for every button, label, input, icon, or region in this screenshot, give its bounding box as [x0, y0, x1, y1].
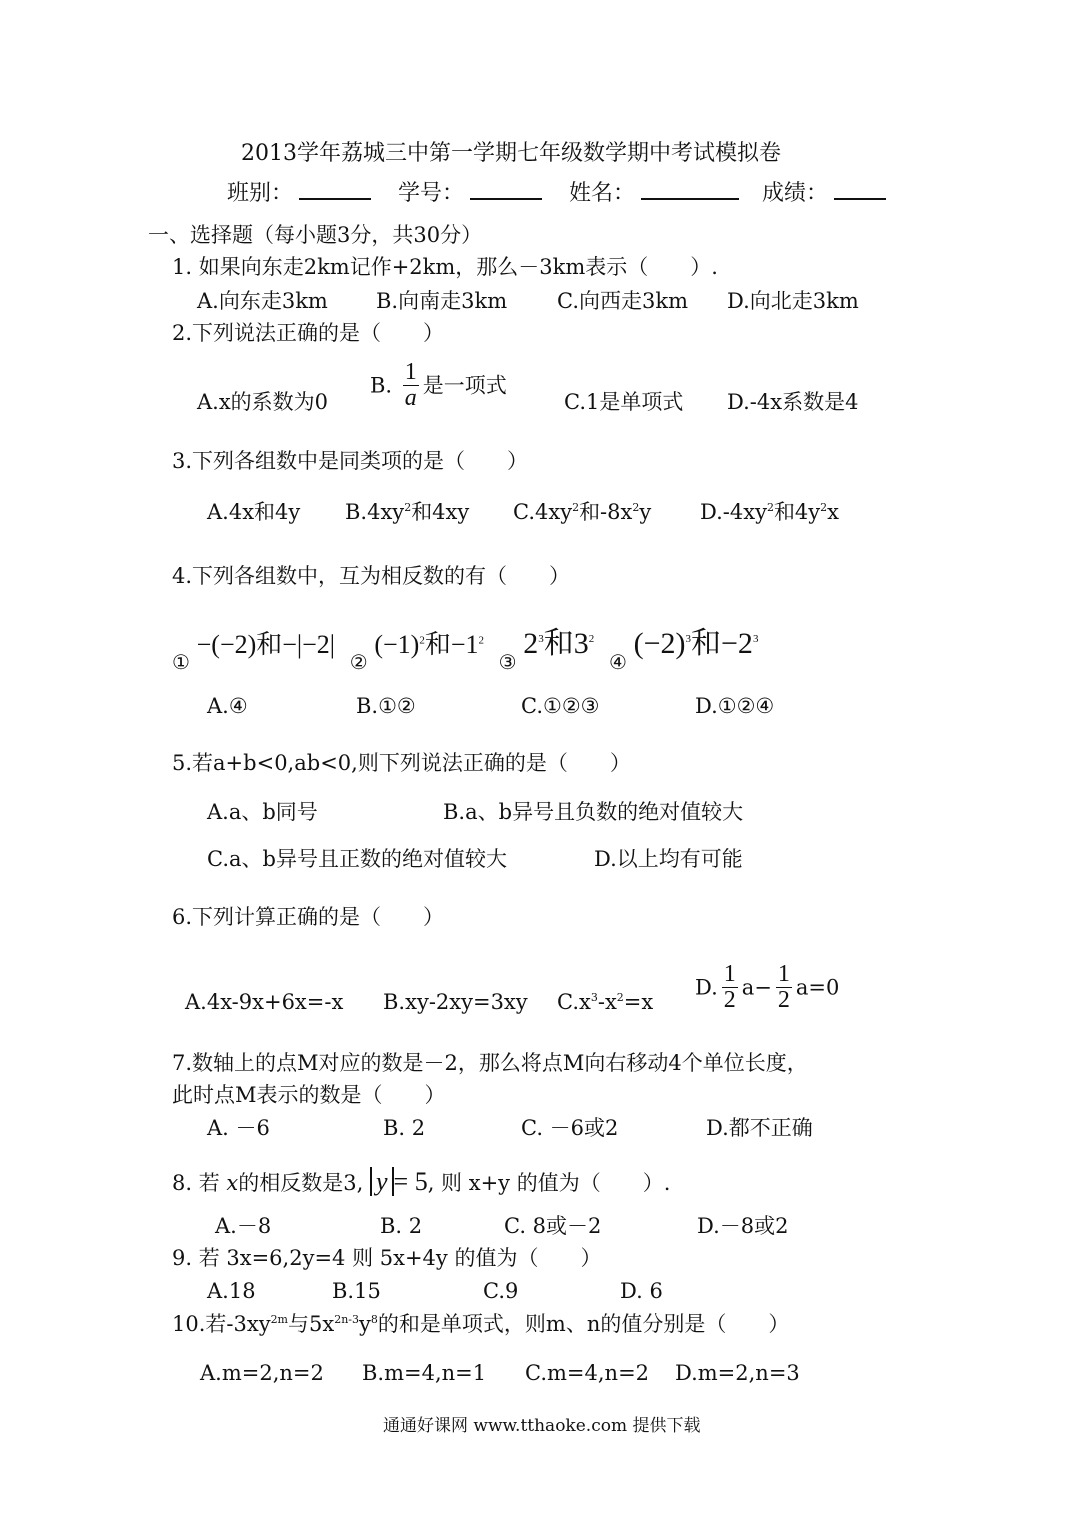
exponent: 3	[538, 633, 544, 645]
question-7-option-a: A. －6	[207, 1116, 270, 1140]
exponent: 2	[478, 634, 484, 647]
question-10-suffix: 的和是单项式，则m、n的值分别是（ ）	[377, 1312, 790, 1336]
section-heading: 一、选择题（每小题3分，共30分）	[148, 223, 483, 247]
exponent: 2	[419, 634, 425, 647]
option-b-prefix: B.	[370, 373, 393, 398]
option-d-prefix: D.	[695, 975, 718, 1000]
fraction-one-half-icon	[776, 962, 792, 1013]
question-2-stem: 2.下列说法正确的是（ ）	[172, 321, 445, 345]
expression-4-base: (−2)	[633, 627, 686, 660]
circled-4-icon: ④	[608, 650, 627, 674]
exponent: 2	[572, 501, 580, 514]
exponent: 2m	[270, 1313, 288, 1326]
question-1-option-a: A.向东走3km	[197, 289, 328, 313]
fraction-one-over-a	[403, 360, 419, 411]
question-10-prefix: 10.若-3xy	[172, 1312, 271, 1336]
fraction-one-half-icon	[722, 962, 738, 1013]
question-10-stem	[172, 1310, 789, 1338]
question-5-option-d: D.以上均有可能	[594, 847, 743, 871]
circled-2-icon: ②	[349, 650, 368, 674]
question-8-suffix: , 则 x+y 的值为（ ）.	[427, 1171, 671, 1195]
option-d-term-2: 和4y	[773, 500, 821, 524]
question-4-option-a: A.④	[207, 694, 248, 718]
exponent: 2	[588, 633, 595, 645]
question-3-option-a: A.4x和4y	[207, 500, 301, 524]
question-7-stem-line-1: 7.数轴上的点M对应的数是－2，那么将点M向右移动4个单位长度，	[172, 1051, 808, 1075]
equation-rhs: = 5	[393, 1167, 428, 1196]
option-b-term: B.4xy	[345, 500, 405, 524]
score-label: 成绩：	[762, 181, 829, 206]
question-4-option-d: D.①②④	[695, 694, 775, 718]
question-2-option-a: A.x的系数为0	[197, 390, 329, 414]
page-title: 2013学年荔城三中第一学期七年级数学期中考试模拟卷	[241, 141, 781, 166]
student-id-blank[interactable]	[470, 180, 542, 200]
option-c-term-2: -x	[597, 990, 617, 1014]
absolute-value-equation	[370, 1167, 428, 1196]
option-d-suffix: a=0	[795, 975, 840, 1000]
question-6-stem: 6.下列计算正确的是（ ）	[172, 905, 445, 929]
name-blank[interactable]	[641, 180, 739, 200]
fraction-denominator: a	[404, 385, 417, 412]
expression-3-rest: 和3	[543, 627, 589, 660]
exponent: 8	[370, 1313, 378, 1326]
question-10-middle: 与5x	[288, 1312, 335, 1336]
question-9-option-d: D. 6	[620, 1279, 663, 1303]
question-9-option-b: B.15	[332, 1279, 381, 1303]
class-blank[interactable]	[299, 180, 371, 200]
option-b-text: 是一项式	[422, 373, 507, 398]
expression-2-base: (−1)	[374, 630, 420, 659]
question-6-option-c	[557, 988, 653, 1016]
circled-3-icon: ③	[498, 650, 517, 674]
absolute-value-y: y	[370, 1167, 394, 1196]
expression-4-rest: 和−2	[691, 627, 753, 660]
question-3-option-b	[345, 498, 469, 526]
exponent: 2	[404, 501, 412, 514]
fraction-numerator: 1	[777, 961, 790, 987]
question-7-option-c: C. －6或2	[521, 1116, 619, 1140]
question-4-option-b: B.①②	[356, 694, 416, 718]
fraction-denominator: 2	[723, 987, 736, 1014]
exponent: 3	[752, 633, 759, 645]
question-1-option-b: B.向南走3km	[376, 289, 508, 313]
question-2-option-c: C.1是单项式	[564, 390, 684, 414]
exponent: 3	[685, 633, 692, 645]
question-9-option-c: C.9	[483, 1279, 519, 1303]
option-d-term: D.-4xy	[700, 500, 767, 524]
fraction-numerator: 1	[723, 961, 736, 987]
exponent: 2	[616, 991, 624, 1004]
question-8-stem	[172, 1168, 670, 1197]
question-8-middle: 的相反数是3,	[238, 1171, 364, 1195]
question-4-option-c: C.①②③	[521, 694, 600, 718]
question-10-option-b: B.m=4,n=1	[362, 1361, 487, 1385]
exponent: 2	[820, 501, 828, 514]
question-3-option-d	[700, 498, 839, 526]
expression-3	[523, 627, 594, 660]
question-8-option-a: A.－8	[215, 1214, 272, 1238]
option-d-middle: a−	[741, 975, 772, 1000]
option-c-term-3: y	[639, 500, 652, 524]
question-7-option-b: B. 2	[383, 1116, 426, 1140]
question-10-option-c: C.m=4,n=2	[525, 1361, 650, 1385]
option-c-term-2: 和-8x	[579, 500, 633, 524]
page-footer: 通通好课网 www.tthaoke.com 提供下载	[383, 1416, 701, 1436]
option-b-term-2: 和4xy	[411, 500, 470, 524]
question-2-option-b	[370, 360, 507, 411]
question-6-option-d	[695, 962, 839, 1013]
question-8-prefix: 8. 若	[172, 1171, 220, 1195]
question-5-option-c: C.a、b异号且正数的绝对值较大	[207, 847, 507, 871]
option-d-term-3: x	[827, 500, 840, 524]
question-10-option-d: D.m=2,n=3	[675, 1361, 800, 1385]
question-1-option-d: D.向北走3km	[727, 289, 859, 313]
expression-2	[374, 630, 484, 659]
question-8-option-b: B. 2	[380, 1214, 423, 1238]
question-9-option-a: A.18	[207, 1279, 256, 1303]
question-4-stem: 4.下列各组数中，互为相反数的有（ ）	[172, 564, 571, 588]
option-c-term-3: =x	[623, 990, 654, 1014]
fraction-denominator: 2	[777, 987, 790, 1014]
expression-3-base: 2	[523, 627, 539, 660]
circled-1-icon: ①	[172, 650, 190, 674]
question-7-stem-line-2: 此时点M表示的数是（ ）	[172, 1083, 446, 1107]
question-5-stem: 5.若a+b<0,ab<0,则下列说法正确的是（ ）	[172, 751, 631, 775]
question-5-option-b: B.a、b异号且负数的绝对值较大	[443, 800, 744, 824]
exponent: 2	[766, 501, 774, 514]
student-id-label: 学号：	[398, 181, 465, 206]
student-info-line	[227, 180, 892, 208]
option-c-term: C.4xy	[513, 500, 573, 524]
question-9-stem: 9. 若 3x=6,2y=4 则 5x+4y 的值为（ ）	[172, 1246, 602, 1270]
question-1-stem: 1. 如果向东走2km记作+2km，那么－3km表示（ ）.	[172, 255, 718, 279]
name-label: 姓名：	[569, 181, 636, 206]
question-3-stem: 3.下列各组数中是同类项的是（ ）	[172, 449, 529, 473]
question-5-option-a: A.a、b同号	[207, 800, 318, 824]
expression-4	[634, 627, 759, 660]
expression-2-rest: 和−1	[424, 630, 479, 659]
expression-1: −(−2)和−|−2|	[196, 630, 336, 659]
question-3-option-c	[513, 498, 651, 526]
question-6-option-b: B.xy-2xy=3xy	[383, 990, 528, 1014]
question-8-option-c: C. 8或－2	[504, 1214, 602, 1238]
question-10-option-a: A.m=2,n=2	[200, 1361, 324, 1385]
question-2-option-d: D.-4x系数是4	[727, 390, 859, 414]
question-6-option-a: A.4x-9x+6x=-x	[185, 990, 344, 1014]
exponent: 3	[590, 991, 598, 1004]
class-label: 班别：	[227, 181, 294, 206]
question-1-option-c: C.向西走3km	[557, 289, 688, 313]
question-10-variable: y	[359, 1312, 371, 1336]
score-blank[interactable]	[834, 180, 886, 200]
fraction-numerator: 1	[404, 359, 417, 385]
question-8-option-d: D.－8或2	[697, 1214, 789, 1238]
option-c-term: C.x	[557, 990, 591, 1014]
question-7-option-d: D.都不正确	[706, 1116, 813, 1140]
exponent: 2	[632, 501, 640, 514]
variable-x: x	[226, 1171, 239, 1195]
question-4-expressions	[172, 618, 759, 674]
exponent: 2n-3	[334, 1313, 360, 1326]
